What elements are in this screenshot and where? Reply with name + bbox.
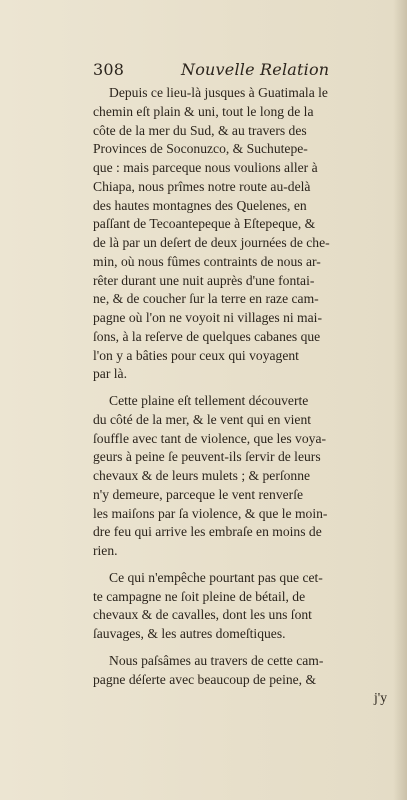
text-line: Provinces de Soconuzco, & Suchutepe- xyxy=(93,141,308,157)
text-line: chevaux & de cavalles, dont les uns ſont xyxy=(93,607,312,623)
text-line: ne, & de coucher ſur la terre en raze cam- xyxy=(93,291,319,307)
text-line: te campagne ne ſoit pleine de bétail, de xyxy=(93,588,306,604)
text-line: paſſant de Tecoantepeque à Eſtepeque, & xyxy=(93,216,316,232)
text-line: Cette plaine eſt tellement découverte xyxy=(109,393,309,408)
catchword: j'y xyxy=(373,690,387,706)
page-number: 308 xyxy=(93,60,125,79)
text-line: que : mais parceque nous voulions aller à xyxy=(93,160,318,175)
text-line: Chiapa, nous prîmes notre route au-delà xyxy=(93,178,311,194)
text-line: dre feu qui arrive les embraſe en moins de xyxy=(93,524,322,540)
text-line: Nous paſsâmes au travers de cette cam- xyxy=(109,652,324,668)
text-line: chemin eſt plain & uni, tout le long de la xyxy=(93,103,314,119)
running-title: Nouvelle Relation xyxy=(181,60,330,79)
text-line: ſauvages, & les autres domeſtiques. xyxy=(93,626,286,641)
text-line: min, où nous fûmes contraints de nous ar- xyxy=(93,253,321,269)
text-line: des hautes montagnes des Quelenes, en xyxy=(93,197,307,213)
text-line: du côté de la mer, & le vent qui en vient xyxy=(93,411,312,427)
text-line: par là. xyxy=(93,366,127,382)
text-line: n'y demeure, parceque le vent renverſe xyxy=(93,486,304,502)
text-line: ſouffle avec tant de violence, que les voya- xyxy=(93,430,327,446)
text-line: Ce qui n'empêche pourtant pas que cet- xyxy=(109,569,323,585)
text-line: chevaux & de leurs mulets ; & perſonne xyxy=(93,468,311,483)
text-line: côte de la mer du Sud, & au travers des xyxy=(93,122,307,138)
text-line: geurs à peine ſe peuvent-ils ſervir de leurs xyxy=(93,449,321,465)
text-line: l'on y a bâties pour ceux qui voyagent xyxy=(93,347,299,363)
text-line: ſons, à la reſerve de quelques cabanes que xyxy=(93,328,321,344)
text-line: de là par un deſert de deux journées de che- xyxy=(93,235,330,250)
text-line: pagne déſerte avec beaucoup de peine, & xyxy=(93,671,317,687)
text-line: pagne où l'on ne voyoit ni villages ni mai- xyxy=(93,310,322,325)
text-line: les maiſons par ſa violence, & que le moin- xyxy=(93,505,328,521)
body-text xyxy=(93,84,399,708)
text-line: Depuis ce lieu-là jusques à Guatimala le xyxy=(109,85,328,100)
text-line: rêter durant une nuit auprès d'une fontai- xyxy=(93,272,315,288)
text-line: rien. xyxy=(93,543,118,558)
